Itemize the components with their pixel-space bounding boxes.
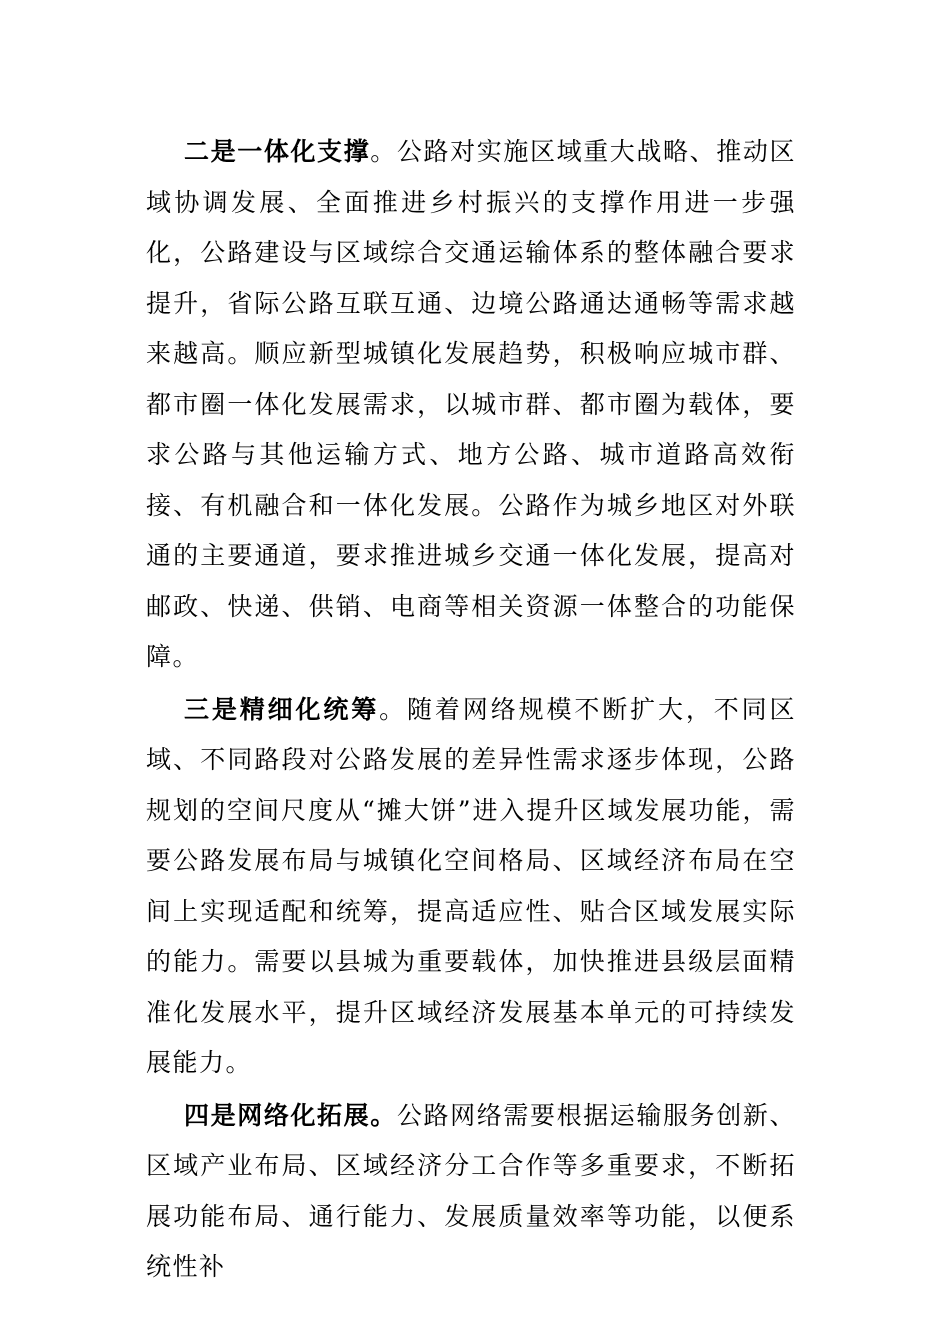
paragraph-refined-coordination bbox=[146, 685, 796, 1089]
paragraph-text: 公路网络需要根据运输服务创新、区域产业布局、区域经济分工合作等多重要求，不断拓展功能布局、通行能力、发展质量效率等功能，以便系统性补 bbox=[146, 1100, 796, 1281]
paragraph-lead-heading: 四是网络化拓展。 bbox=[184, 1100, 397, 1130]
document-body bbox=[146, 127, 796, 1295]
paragraph-network-expansion bbox=[146, 1091, 796, 1293]
paragraph-lead-heading: 三是精细化统筹 bbox=[184, 694, 380, 724]
paragraph-lead-heading: 二是一体化支撑 bbox=[184, 137, 371, 166]
paragraph-text: 。随着网络规模不断扩大，不同区域、不同路段对公路发展的差异性需求逐步体现，公路规划的空间尺度从“摊大饼”进入提升区域发展功能，需要公路发展布局与城镇化空间格局、区域经济布局在空间上实现适配和统筹，提高适应性、贴合区域发展实际的能力。需要以县城为重要载体，加快推进县级层面精准化发展水平，提升区域经济发展基本单元的可持续发展能力。 bbox=[146, 694, 796, 1077]
paragraph-integration-support bbox=[146, 127, 796, 683]
paragraph-text: 。公路对实施区域重大战略、推动区域协调发展、全面推进乡村振兴的支撑作用进一步强化，公路建设与区域综合交通运输体系的整体融合要求提升，省际公路互联互通、边境公路通达通畅等需求越来越高。顺应新型城镇化发展趋势，积极响应城市群、都市圈一体化发展需求，以城市群、都市圈为载体，要求公路与其他运输方式、地方公路、城市道路高效衔接、有机融合和一体化发展。公路作为城乡地区对外联通的主要通道，要求推进城乡交通一体化发展，提高对邮政、快递、供销、电商等相关资源一体整合的功能保障。 bbox=[146, 137, 796, 671]
